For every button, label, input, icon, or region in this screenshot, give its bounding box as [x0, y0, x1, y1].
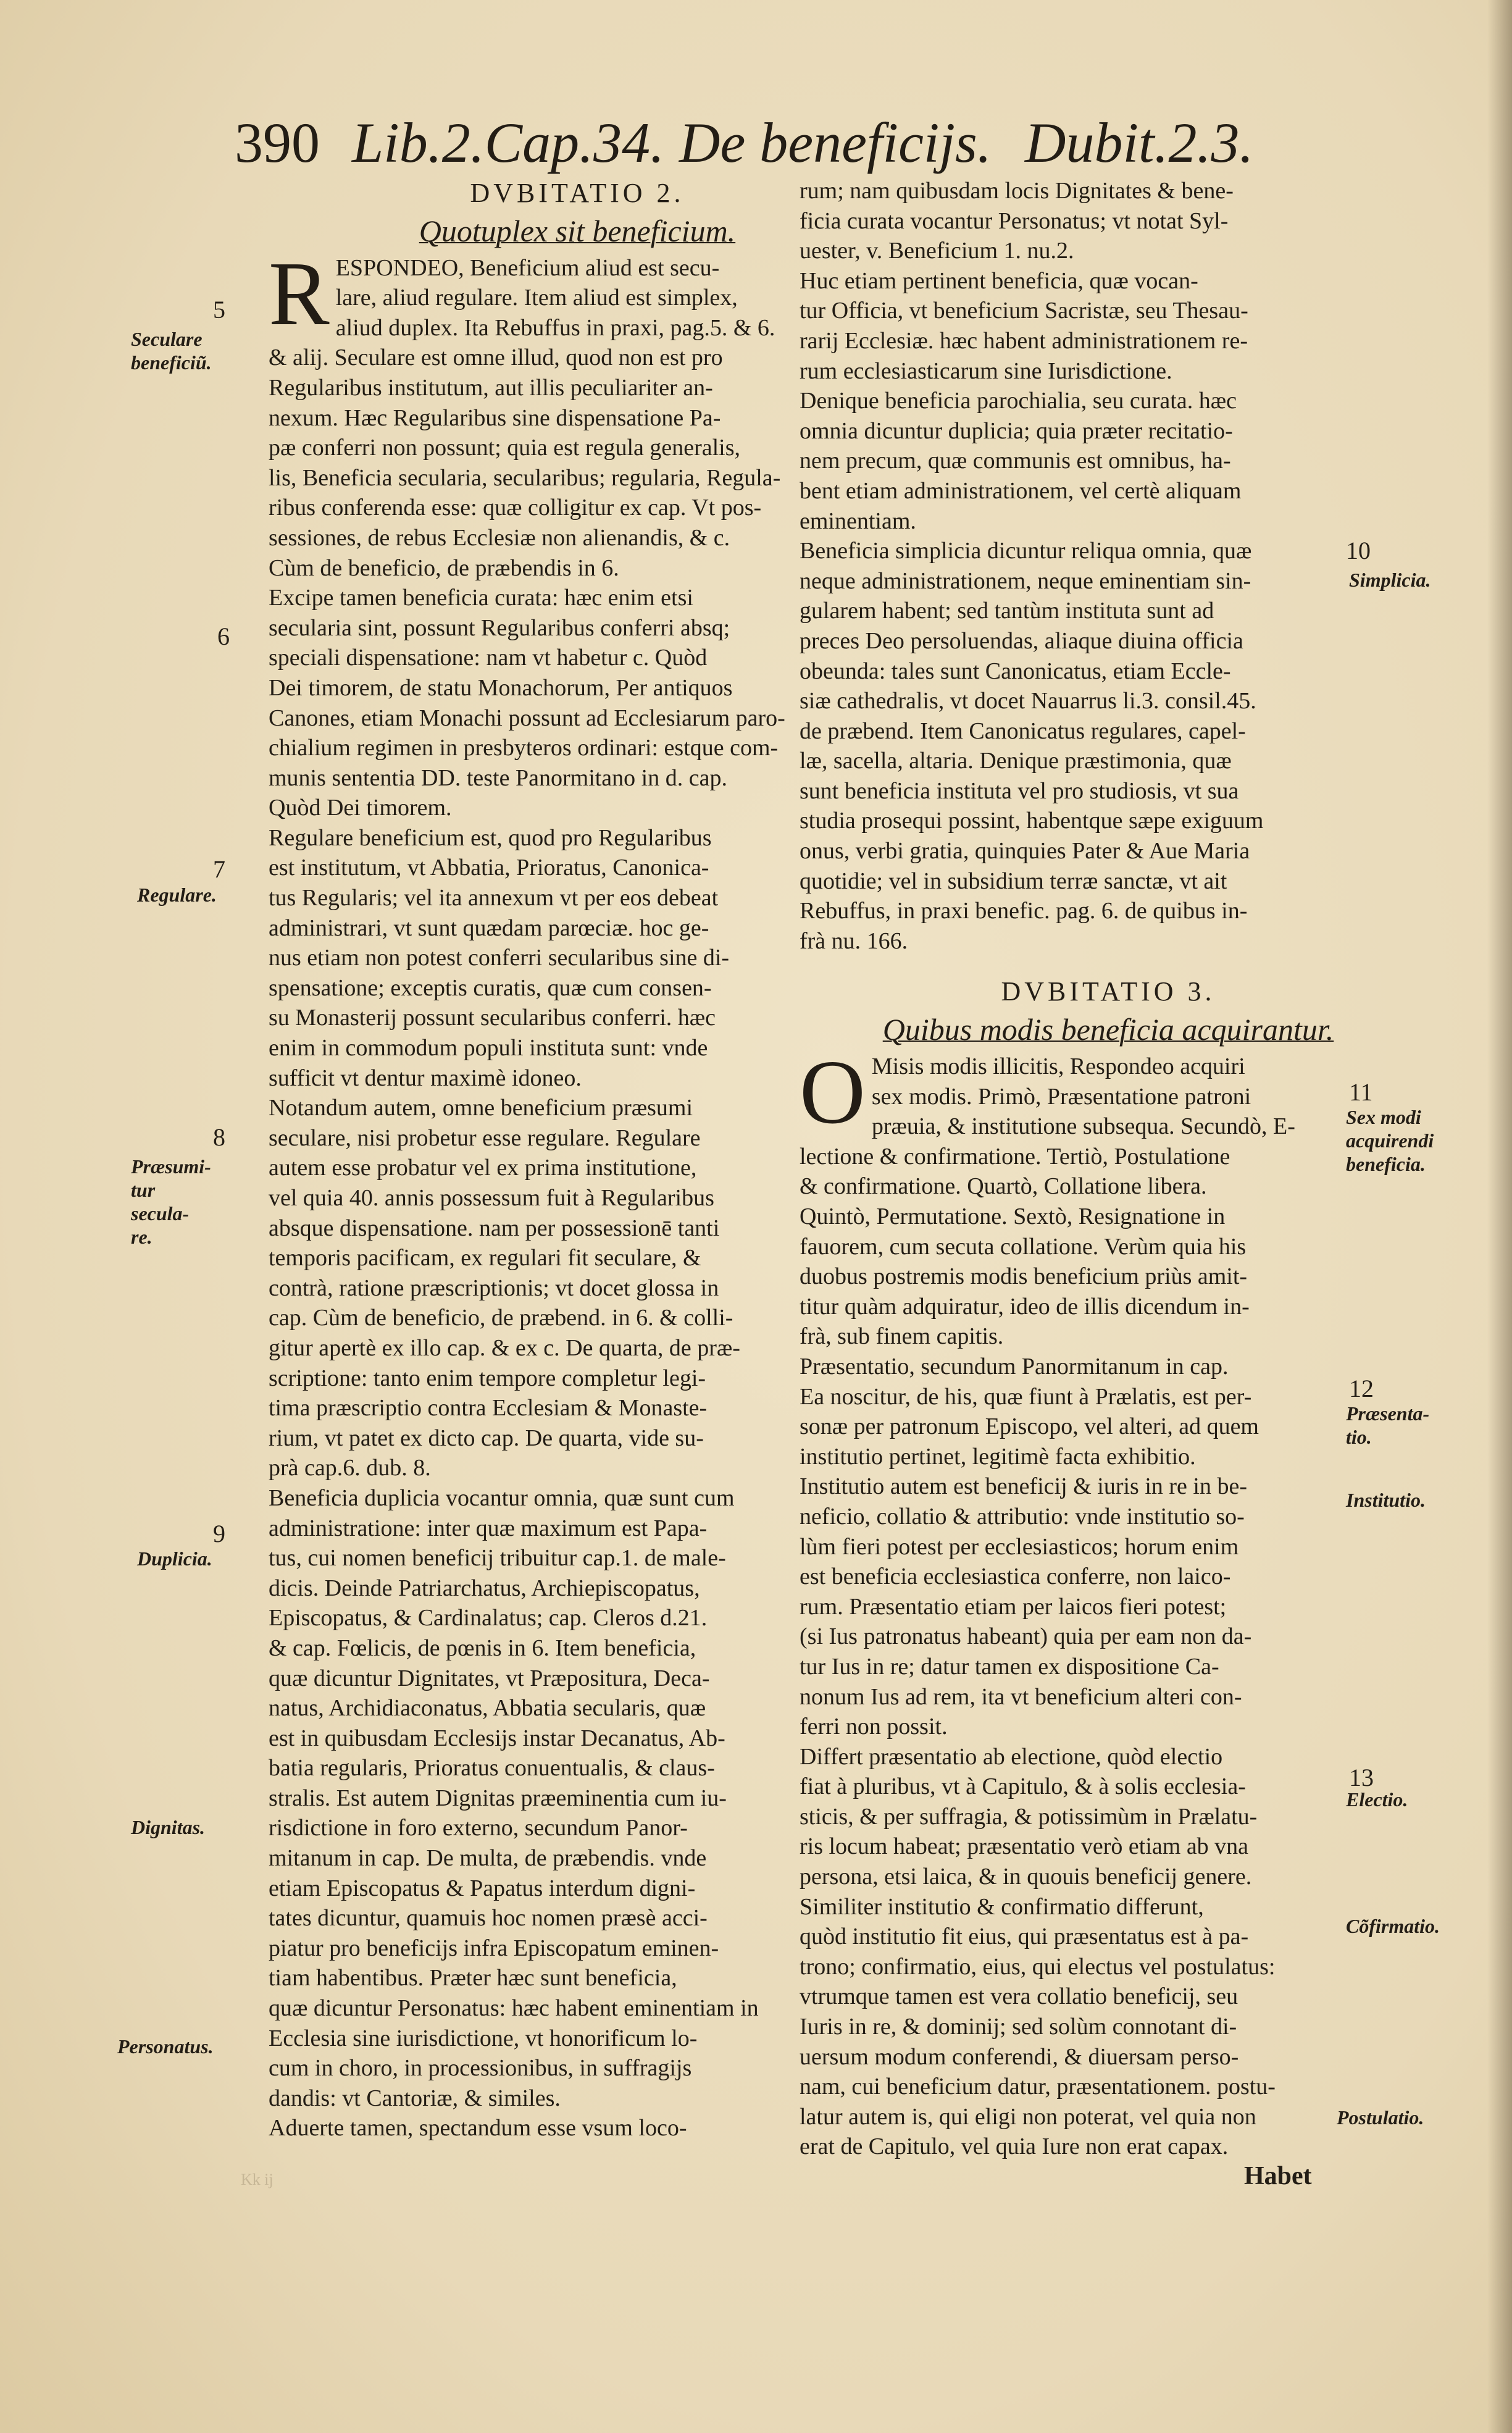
- margin-note-institutio: Institutio.: [1346, 1489, 1426, 1511]
- text-line: omnia dicuntur duplicia; quia præter recitatio-: [800, 417, 1233, 444]
- text-line: uester, v. Beneficium 1. nu.2.: [800, 238, 1074, 264]
- page-edge-shadow: [1487, 0, 1512, 2433]
- text-line: Præsentatio, secundum Panormitanum in cap.: [800, 1353, 1229, 1380]
- text-line: fauorem, cum secuta collatione. Verùm quia his: [800, 1233, 1247, 1260]
- text-line: lis, Beneficia secularia, secularibus; regularia, Regula-: [269, 464, 781, 491]
- dubitatio-heading: DVBITATIO 2.: [470, 178, 685, 208]
- text-line: Ecclesia sine iurisdictione, vt honorificum lo-: [269, 2025, 698, 2051]
- text-line: quòd institutio fit eius, qui præsentatus est à pa-: [800, 1924, 1249, 1950]
- text-line: secularia sint, possunt Regularibus conferri absq;: [269, 614, 730, 641]
- text-line: sessiones, de rebus Ecclesiæ non alienandis, & c.: [269, 524, 730, 551]
- text-line: ris locum habeat; præsentatio verò etiam ab vna: [800, 1833, 1249, 1860]
- text-line: Huc etiam pertinent beneficia, quæ vocan-: [800, 267, 1198, 294]
- text-line: chialium regimen in presbyteros ordinari: estque com-: [269, 735, 779, 761]
- text-line: titur quàm adquiratur, ideo de illis dicendum in-: [800, 1293, 1250, 1320]
- text-line: Dei timorem, de statu Monachorum, Per antiquos: [269, 674, 733, 701]
- text-line: Excipe tamen beneficia curata: hæc enim etsi: [269, 585, 693, 611]
- margin-note-personatus: Personatus.: [117, 2035, 214, 2058]
- text-line: tus, cui nomen beneficij tribuitur cap.1. de male-: [269, 1545, 726, 1572]
- dubitatio-subheading: Quotuplex sit beneficium.: [419, 213, 736, 248]
- paragraph-number: 6: [217, 622, 230, 650]
- text-line: ferri non possit.: [800, 1714, 948, 1740]
- right-column: [800, 176, 1417, 2162]
- text-line: ribus conferenda esse: quæ colligitur ex cap. Vt pos-: [269, 495, 762, 521]
- text-line: frà nu. 166.: [800, 928, 908, 954]
- margin-note-electio: Electio.: [1346, 1788, 1408, 1811]
- catchword: Habet: [1244, 2162, 1312, 2190]
- text-line: frà, sub finem capitis.: [800, 1323, 1004, 1350]
- text-line: uersum modum conferendi, & diuersam perso-: [800, 2043, 1239, 2070]
- text-line: gitur apertè ex illo cap. & ex c. De quarta, de præ-: [269, 1334, 740, 1361]
- paragraph-number: 10: [1346, 537, 1371, 564]
- text-line: cum in choro, in processionibus, in suffragijs: [269, 2055, 692, 2082]
- paragraph-number: 5: [213, 296, 225, 324]
- margin-note-simplicia: Simplicia.: [1349, 569, 1431, 591]
- text-line: sufficit vt dentur maximè idoneo.: [269, 1065, 582, 1091]
- paragraph-number: 12: [1349, 1375, 1374, 1402]
- text-line: est in quibusdam Ecclesijs instar Decanatus, Ab-: [269, 1725, 725, 1751]
- text-line: vtrumque tamen est vera collatio beneficij, seu: [800, 1983, 1238, 2010]
- text-line: Regulare beneficium est, quod pro Regularibus: [269, 824, 712, 851]
- text-line: obeunda: tales sunt Canonicatus, etiam Eccle-: [800, 658, 1231, 684]
- text-line: rarij Ecclesiæ. hæc habent administrationem re-: [800, 327, 1248, 354]
- text-line: Notandum autem, omne beneficium præsumi: [269, 1095, 693, 1121]
- text-line: autem esse probatur vel ex prima institutione,: [269, 1155, 697, 1181]
- paragraph-number: 7: [213, 855, 225, 883]
- text-line: cap. Cùm de beneficio, de præbend. in 6. & colli-: [269, 1305, 733, 1331]
- header-dubitatio: Dubit.2.3.: [1025, 111, 1254, 174]
- text-line: lùm fieri potest per ecclesiasticos; horum enim: [800, 1533, 1239, 1560]
- text-line: studia prosequi possint, habentque sæpe exiguum: [800, 808, 1264, 834]
- header-title: De beneficijs.: [679, 111, 992, 174]
- text-line: tates dicuntur, quamuis hoc nomen præsè acci-: [269, 1905, 708, 1932]
- margin-note-praesentatio: Præsenta-tio.: [1346, 1402, 1430, 1448]
- text-line: stralis. Est autem Dignitas præeminentia cum iu-: [269, 1785, 727, 1811]
- text-line: Quintò, Permutatione. Sextò, Resignatione in: [800, 1204, 1226, 1229]
- margin-note-seculare: Seculare beneficiũ.: [131, 328, 212, 374]
- text-line: duobus postremis modis beneficium priùs amit-: [800, 1263, 1248, 1290]
- left-text-body: [269, 243, 886, 2143]
- text-line: su Monasterij possunt secularibus conferri. hæc: [269, 1005, 716, 1031]
- text-line: fiat à pluribus, vt à Capitulo, & à solis ecclesia-: [800, 1773, 1246, 1800]
- text-line: quotidie; vel in subsidium terræ sanctæ, vt ait: [800, 868, 1227, 894]
- paragraph-number: 13: [1349, 1764, 1374, 1791]
- text-line: vel quia 40. annis possessum fuit à Regularibus: [269, 1185, 714, 1211]
- text-line: Canones, etiam Monachi possunt ad Ecclesiarum paro-: [269, 705, 785, 731]
- text-line: spensatione; exceptis curatis, quæ cum consen-: [269, 974, 712, 1001]
- text-line: est beneficia ecclesiastica conferre, non laico-: [800, 1564, 1231, 1590]
- text-line: prà cap.6. dub. 8.: [269, 1455, 431, 1481]
- page-number: 390: [235, 111, 320, 174]
- text-line: sonæ per patronum Episcopo, vel alteri, ad quem: [800, 1413, 1259, 1440]
- text-line: mitanum in cap. De multa, de præbendis. vnde: [269, 1845, 707, 1872]
- text-line: lare, aliud regulare. Item aliud est simplex,: [335, 285, 738, 311]
- text-line: rum. Præsentatio etiam per laicos fieri potest;: [800, 1593, 1227, 1620]
- text-line: læ, sacella, altaria. Denique præstimonia, quæ: [800, 748, 1232, 774]
- text-line: ficia curata vocantur Personatus; vt notat Syl-: [800, 207, 1229, 234]
- text-line: administrari, vt sunt quædam parœciæ. hoc ge-: [269, 915, 709, 941]
- text-line: temporis pacificam, ex regulari fit seculare, &: [269, 1245, 701, 1271]
- text-line: speciali dispensatione: nam vt habetur c. Quòd: [269, 645, 708, 671]
- paragraph-number: 8: [213, 1123, 225, 1151]
- right-lines-top: [800, 176, 1417, 956]
- text-line: preces Deo persoluendas, aliaque diuina officia: [800, 627, 1243, 654]
- paragraph-number: 11: [1349, 1078, 1373, 1106]
- drop-capital: R: [269, 243, 330, 345]
- text-line: Differt præsentatio ab electione, quòd electio: [800, 1743, 1223, 1770]
- text-line: sunt beneficia instituta vel pro studiosis, vt sua: [800, 777, 1239, 804]
- text-line: & alij. Seculare est omne illud, quod non est pro: [269, 345, 723, 371]
- text-line: nonum Ius ad rem, ita vt beneficium alteri con-: [800, 1683, 1242, 1710]
- text-line: nus etiam non potest conferri secularibus sine di-: [269, 945, 730, 971]
- text-line: sex modis. Primò, Præsentatione patroni: [871, 1083, 1251, 1110]
- text-line: Ea noscitur, de his, quæ fiunt à Prælatis, est per-: [800, 1383, 1252, 1410]
- text-line: rum ecclesiasticarum sine Iurisdictione.: [800, 358, 1172, 384]
- text-line: persona, etsi laica, & in quouis beneficij genere.: [800, 1864, 1252, 1890]
- text-line: præuia, & institutione subsequa. Secundò, E-: [871, 1113, 1295, 1140]
- text-line: bent etiam administrationem, vel certè aliquam: [800, 477, 1242, 504]
- text-line: erat de Capitulo, vel quia Iure non erat capax.: [800, 2134, 1229, 2160]
- text-line: seculare, nisi probetur esse regulare. Regulare: [269, 1124, 701, 1151]
- text-line: scriptione: tanto enim tempore completur legi-: [269, 1365, 706, 1391]
- text-line: Cùm de beneficio, de præbendis in 6.: [269, 555, 619, 581]
- text-line: risdictione in foro externo, secundum Panor-: [269, 1815, 688, 1841]
- text-line: Institutio autem est beneficij & iuris in re in be-: [800, 1473, 1247, 1500]
- text-line: batia regularis, Prioratus conuentualis, & claus-: [269, 1755, 715, 1782]
- margin-note-postulatio: Postulatio.: [1337, 2106, 1424, 2129]
- text-line: Episcopatus, & Cardinalatus; cap. Cleros d.21.: [269, 1605, 708, 1631]
- text-line: absque dispensatione. nam per possessionē tanti: [269, 1215, 720, 1241]
- faint-signature-mark: Kk ij: [241, 2171, 274, 2188]
- left-column: [269, 176, 886, 2143]
- text-line: tima præscriptio contra Ecclesiam & Monaste-: [269, 1395, 708, 1422]
- text-line: Aduerte tamen, spectandum esse vsum loco-: [269, 2115, 687, 2142]
- margin-note-sex-modi: Sex modi acquirendi beneficia.: [1346, 1106, 1434, 1175]
- margin-note-praesumitur: Præsumi-tur secula-re.: [131, 1155, 211, 1248]
- text-line: contrà, ratione præscriptionis; vt docet glossa in: [269, 1275, 719, 1301]
- text-line: administratione: inter quæ maximum est Papa-: [269, 1515, 708, 1541]
- text-line: (si Ius patronatus habeant) quia per eam non da-: [800, 1623, 1252, 1650]
- running-header: [235, 110, 1297, 178]
- text-line: tur Officia, vt beneficium Sacristæ, seu Thesau-: [800, 298, 1248, 324]
- text-line: dandis: vt Cantoriæ, & similes.: [269, 2085, 561, 2111]
- text-line: ESPONDEO, Beneficium aliud est secu-: [335, 254, 720, 281]
- text-line: nam, cui beneficium datur, præsentationem. postu-: [800, 2074, 1276, 2100]
- text-line: est institutum, vt Abbatia, Prioratus, Canonica-: [269, 855, 709, 881]
- text-line: gularem habent; sed tantùm instituta sunt ad: [800, 598, 1214, 624]
- text-line: tus Regularis; vel ita annexum vt per eos debeat: [269, 885, 719, 911]
- text-line: de præbend. Item Canonicatus regulares, capel-: [800, 718, 1246, 744]
- text-line: quæ dicuntur Dignitates, vt Præpositura, Deca-: [269, 1665, 710, 1691]
- text-line: trono; confirmatio, eius, qui electus vel postulatus:: [800, 1953, 1276, 1980]
- text-line: Similiter institutio & confirmatio differunt,: [800, 1893, 1204, 1920]
- text-line: rium, vt patet ex dicto cap. De quarta, vide su-: [269, 1425, 704, 1451]
- text-line: rum; nam quibusdam locis Dignitates & bene-: [800, 178, 1234, 204]
- text-line: sticis, & per suffragia, & potissimùm in Prælatu-: [800, 1803, 1258, 1830]
- left-lines: [269, 243, 886, 2143]
- text-line: natus, Archidiaconatus, Abbatia secularis, quæ: [269, 1695, 706, 1722]
- text-line: piatur pro beneficijs infra Episcopatum eminen-: [269, 1935, 719, 1961]
- text-line: pæ conferri non possunt; quia est regula generalis,: [269, 435, 741, 461]
- text-line: Quòd Dei timorem.: [269, 795, 452, 821]
- text-line: tur Ius in re; datur tamen ex dispositione Ca-: [800, 1653, 1219, 1680]
- margin-note-confirmatio: Cõfirmatio.: [1346, 1915, 1440, 1937]
- margin-note-regulare: Regulare.: [137, 884, 217, 906]
- paragraph-number: 9: [213, 1520, 225, 1547]
- text-line: onus, verbi gratia, quinquies Pater & Aue Maria: [800, 838, 1250, 865]
- header-book-chapter: Lib.2.Cap.34.: [352, 111, 665, 174]
- right-lines-bottom: [800, 1042, 1417, 2162]
- text-line: Iuris in re, & dominij; sed solùm connotant di-: [800, 2014, 1237, 2040]
- text-line: enim in commodum populi instituta sunt: vnde: [269, 1035, 708, 1062]
- margin-note-duplicia: Duplicia.: [137, 1547, 212, 1570]
- text-line: nexum. Hæc Regularibus sine dispensatione Pa-: [269, 404, 721, 431]
- text-line: quæ dicuntur Personatus: hæc habent eminentiam in: [269, 1995, 759, 2022]
- text-line: eminentiam.: [800, 508, 916, 534]
- text-line: aliud duplex. Ita Rebuffus in praxi, pag.5. & 6.: [335, 314, 775, 341]
- text-line: tiam habentibus. Præter hæc sunt beneficia,: [269, 1965, 677, 1991]
- text-line: institutio pertinet, legitimè facta exhibitio.: [800, 1443, 1196, 1470]
- text-line: neque administrationem, neque eminentiam sin-: [800, 567, 1251, 594]
- text-line: Misis modis illicitis, Respondeo acquiri: [871, 1053, 1245, 1080]
- text-line: Rebuffus, in praxi benefic. pag. 6. de quibus in-: [800, 898, 1248, 924]
- dubitatio-subheading-3: Quibus modis beneficia acquirantur.: [882, 1012, 1334, 1047]
- text-line: Beneficia duplicia vocantur omnia, quæ sunt cum: [269, 1485, 735, 1511]
- right-text-body: [800, 1042, 1417, 2162]
- text-line: etiam Episcopatus & Papatus interdum digni-: [269, 1875, 696, 1901]
- text-line: latur autem is, qui eligi non poterat, vel quia non: [800, 2103, 1256, 2130]
- text-line: Regularibus institutum, aut illis peculiariter an-: [269, 374, 713, 401]
- text-line: Beneficia simplicia dicuntur reliqua omnia, quæ: [800, 538, 1252, 564]
- text-line: Denique beneficia parochialia, seu curata. hæc: [800, 388, 1237, 414]
- text-line: munis sententia DD. teste Panormitano in d. cap.: [269, 764, 727, 791]
- dubitatio-heading-3: DVBITATIO 3.: [1001, 976, 1216, 1007]
- text-line: & cap. Fœlicis, de pœnis in 6. Item beneficia,: [269, 1635, 696, 1661]
- text-line: neficio, collatio & attributio: vnde institutio so-: [800, 1503, 1245, 1530]
- text-line: lectione & confirmatione. Tertiò, Postulatione: [800, 1143, 1230, 1170]
- text-line: & confirmatione. Quartò, Collatione libera.: [800, 1173, 1207, 1200]
- text-line: siæ cathedralis, vt docet Nauarrus li.3. consil.45.: [800, 688, 1256, 714]
- drop-capital-o: O: [800, 1042, 866, 1144]
- text-line: dicis. Deinde Patriarchatus, Archiepiscopatus,: [269, 1575, 700, 1601]
- text-line: nem precum, quæ communis est omnibus, ha-: [800, 448, 1231, 474]
- margin-note-dignitas: Dignitas.: [131, 1816, 206, 1838]
